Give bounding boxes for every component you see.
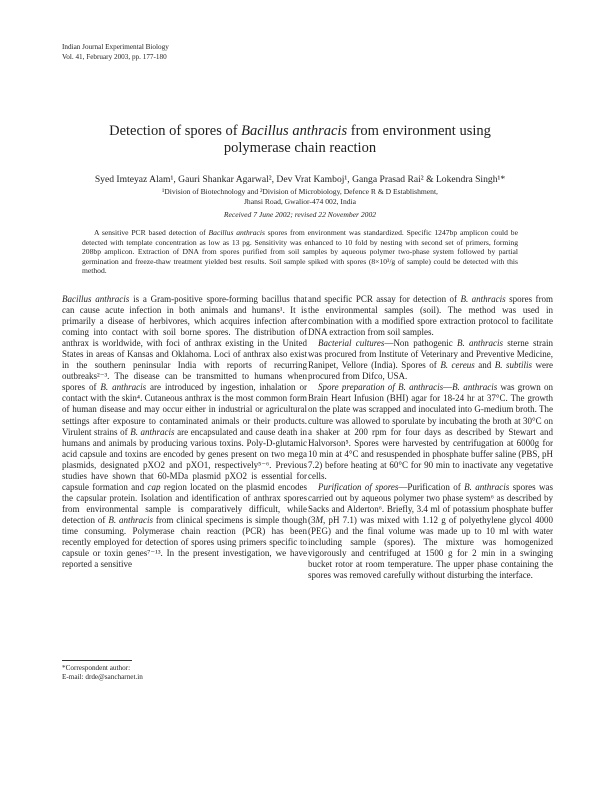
bacterial-cultures-section: Bacterial cultures—Non pathogenic B. anthracis sterne strain was procured from Institute of Veterinary and Preventive Medicine, Ranipet, Vellore (India). Spores of B. cereus and B. subtilis were procured from Difco, USA. bbox=[308, 338, 554, 382]
section-heading: Bacterial cultures bbox=[318, 338, 385, 349]
body-column-left bbox=[62, 294, 307, 570]
spore-purification-section: Purification of spores—Purification of B. anthracis spores was carried out by aqueous polymer two phase system⁶ as described by Sacks and Alderton⁶. Briefly, 3.4 ml of potassium phosphate buffer (3M, pH 7.1) was mixed with 1.12 g of polyethylene glycol 4000 (PEG) and the final volume was made up to 10 ml with water including sample (spores). The mixture was homogenized vigorously and centrifuged at 1500 g for 2 min in a swinging bucket rotor at room temperature. The upper phase containing the spores was removed carefully without disturbing the interface. bbox=[308, 481, 553, 581]
abstract: A sensitive PCR based detection of Bacillus anthracis spores from environment was standardized. Specific 1247bp amplicon could be detected with template concentration as low as 13 pg. Sensitivity was enhanced to 10 fold by nesting with second set of primers, forming 208bp amplicon. Extraction of DNA from spores purified from soil samples by aqueous polymer two-phase system followed by partial germination and freeze-thaw treatment yielded best results. Soil sample spiked with spores (8×10³/g of sample) could be detected with this method. bbox=[82, 228, 518, 276]
section-heading: Purification of spores bbox=[318, 481, 399, 492]
intro-paragraph: Bacillus anthracis is a Gram-positive spore-forming bacillus that can cause acute infection in both animals and humans¹. It is primarily a disease of herbivores, which acquires infection after coming into contact with soil borne spores. The distribution of anthrax is worldwide, with foci of anthrax existing in the United States in areas of Kansas and Oklahoma. Loci of anthrax also exist in the southern peninsular India with reports of recurring outbreaks²⁻³. The disease can be transmitted to humans when spores of B. anthracis are introduced by ingestion, inhalation or contact with the skin⁴. Cutaneous anthrax is the most common form of human disease and may occur either in industrial or agricultural settings after exposure to contaminated animals or their products. Virulent strains of B. anthracis are encapsulated and cause death in humans and animals by producing various toxins. Poly-D-glutamic acid capsule and toxins are encoded by genes present on two mega plasmids, designated pXO2 and pXO1, respectively⁵⁻⁶. Previous studies have shown that 60-MDa plasmid pXO2 is essential for capsule formation and cap region located on the plasmid encodes the capsular protein. Isolation and identification of anthrax spores from environmental sample is comparatively difficult, while detection of B. anthracis from clinical specimens is simple though time consuming. Polymerase chain reaction (PCR) has been recently employed for detection of spores using primers specific to capsule or toxin genes⁷⁻¹³. In the present investigation, we have reported a sensitive bbox=[62, 294, 308, 570]
body-column-right bbox=[308, 294, 553, 581]
journal-name: Indian Journal Experimental Biology bbox=[62, 43, 169, 51]
journal-issue: Vol. 41, February 2003, pp. 177-180 bbox=[62, 53, 167, 61]
correspondent-email: E-mail: drde@sancharnet.in bbox=[62, 673, 143, 681]
correspondent-label: *Correspondent author: bbox=[62, 664, 131, 672]
title-species: Bacillus anthracis bbox=[241, 123, 348, 139]
intro-continued: and specific PCR assay for detection of B. anthracis spores from the environmental samples (soil). The method was used in combination with a modified spore extraction protocol to facilitate DNA extraction from soil samples. bbox=[308, 294, 554, 338]
author-list: Syed Imteyaz Alam¹, Gauri Shankar Agarwal², Dev Vrat Kamboj¹, Ganga Prasad Rai² & Lokendra Singh¹* bbox=[94, 174, 506, 185]
affiliations: ¹Division of Biotechnology and ²Division of Microbiology, Defence R & D Establishment, Jhansi Road, Gwalior-474 002, India bbox=[162, 187, 438, 206]
received-dates: Received 7 June 2002; revised 22 November 2002 bbox=[223, 210, 377, 219]
footnote-divider bbox=[62, 660, 132, 661]
journal-header bbox=[62, 42, 169, 62]
footnote bbox=[62, 664, 143, 682]
article-title: Detection of spores of Bacillus anthracis from environment using polymerase chain reaction bbox=[109, 123, 491, 156]
section-heading: Spore preparation of B. anthracis bbox=[318, 382, 444, 393]
spore-preparation-section: Spore preparation of B. anthracis—B. anthracis was grown on Brain Heart Infusion (BHI) agar for 18-24 hr at 37°C. The growth on the plate was scrapped and inoculated into G-medium broth. The culture was allowed to sporulate by incubating the broth at 30°C on a shaker at 200 rpm for four days as described by Stewart and Halvorson⁵. Spores were harvested by centrifugation at 6000g for 10 min at 4°C and resuspended in phosphate buffer saline (PBS, pH 7.2) before heating at 60°C for 90 min to inactivate any vegetative cells. bbox=[308, 382, 554, 481]
